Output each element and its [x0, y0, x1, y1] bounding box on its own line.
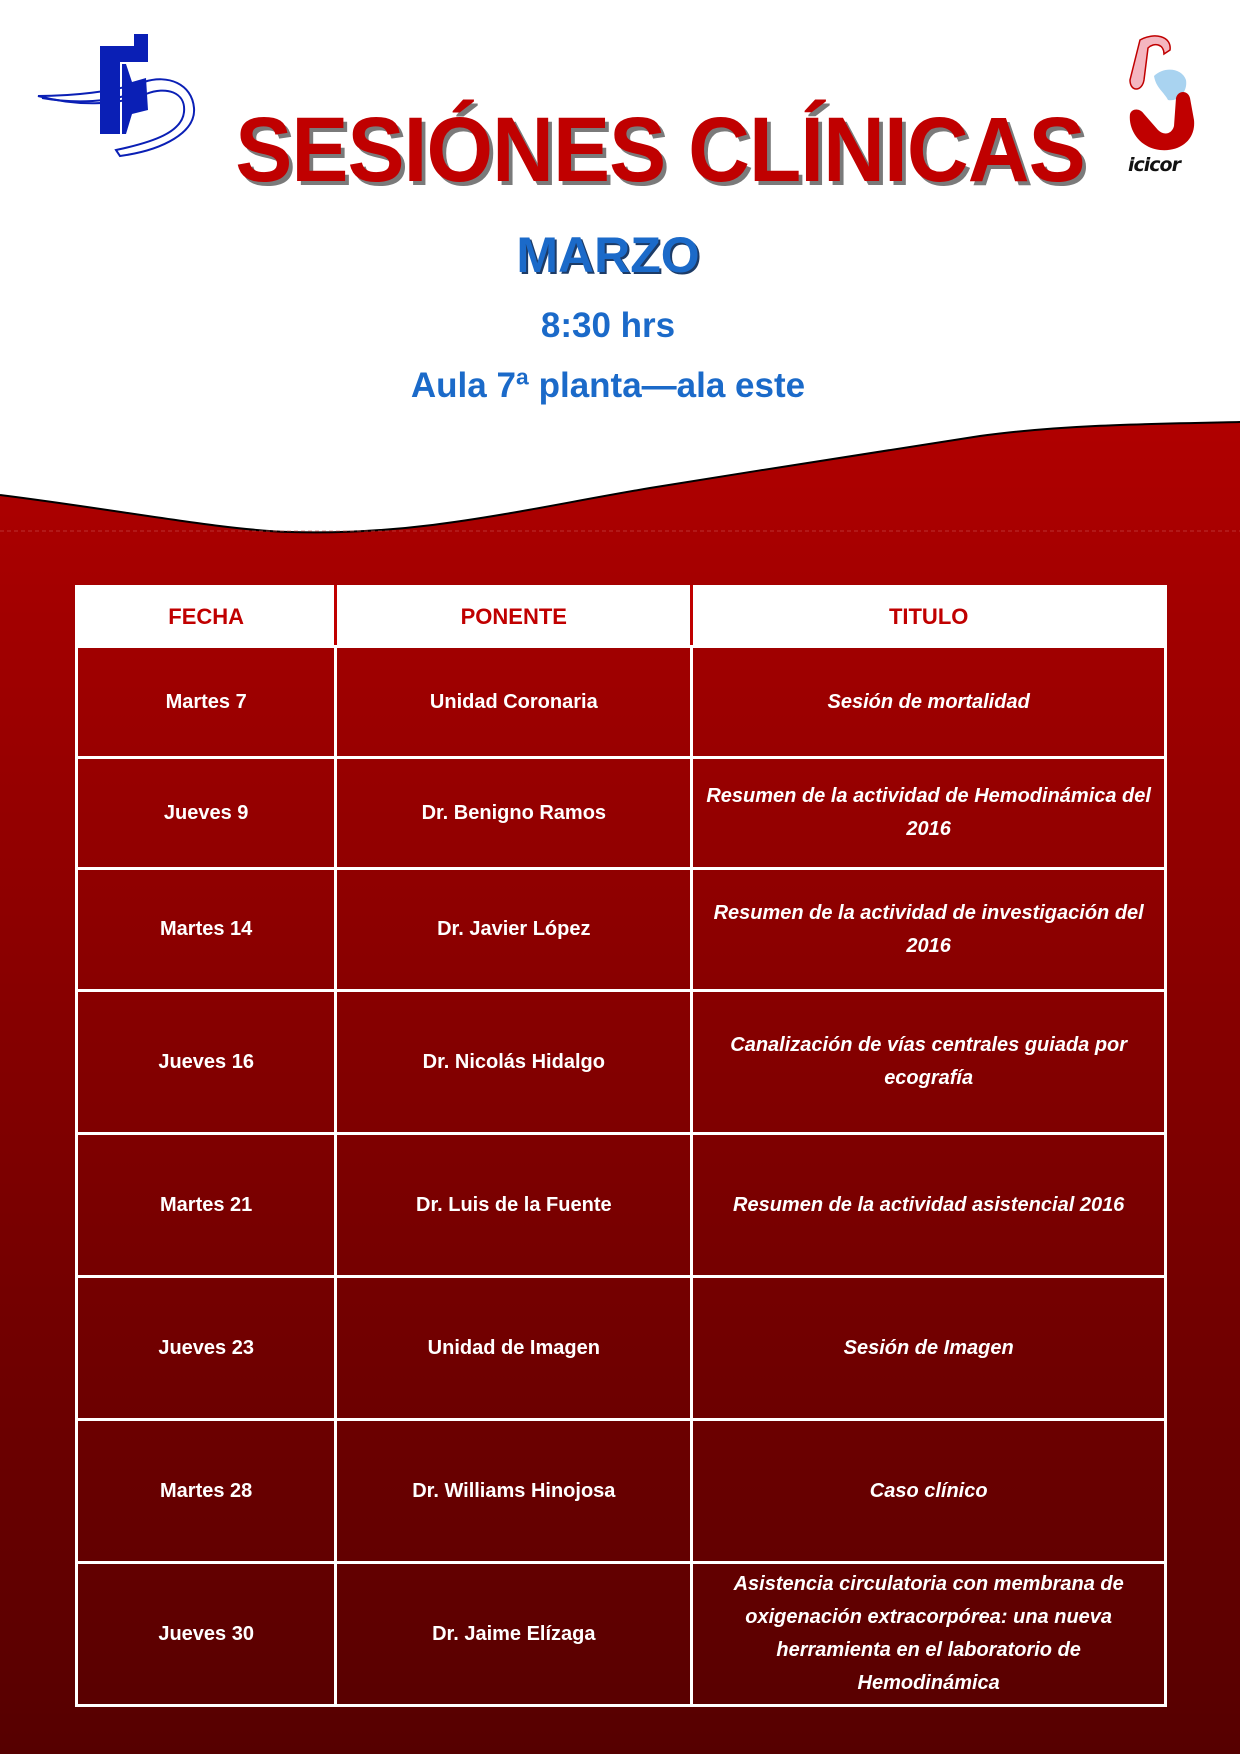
header-titulo: TITULO [692, 587, 1166, 647]
cell-ponente: Dr. Luis de la Fuente [336, 1134, 692, 1277]
cell-ponente: Unidad de Imagen [336, 1277, 692, 1420]
page-title: SESIÓNES CLÍNICAS [235, 99, 1085, 201]
cell-ponente: Dr. Jaime Elízaga [336, 1563, 692, 1706]
session-room: Aula 7ª planta—ala este [410, 366, 806, 405]
schedule-table [75, 585, 1167, 1707]
cell-ponente: Dr. Williams Hinojosa [336, 1420, 692, 1563]
table-row [77, 647, 1166, 758]
table-row [77, 1134, 1166, 1277]
table-header-row [77, 587, 1166, 647]
header-fecha: FECHA [77, 587, 336, 647]
header-ponente: PONENTE [336, 587, 692, 647]
cell-titulo: Resumen de la actividad de investigación del 2016 [692, 869, 1166, 991]
cell-fecha: Martes 28 [77, 1420, 336, 1563]
cell-titulo: Sesión de mortalidad [692, 647, 1166, 758]
cell-titulo: Canalización de vías centrales guiada por ecografía [692, 991, 1166, 1134]
cell-fecha: Martes 7 [77, 647, 336, 758]
cell-ponente: Dr. Nicolás Hidalgo [336, 991, 692, 1134]
icicor-logo-text: icicor [1128, 154, 1180, 176]
cell-titulo: Caso clínico [692, 1420, 1166, 1563]
table-row [77, 1563, 1166, 1706]
cell-fecha: Jueves 23 [77, 1277, 336, 1420]
session-time: 8:30 hrs [540, 306, 676, 345]
table-row [77, 1277, 1166, 1420]
cell-titulo: Asistencia circulatoria con membrana de oxigenación extracorpórea: una nueva herramienta en el laboratorio de Hemodinámica [692, 1563, 1166, 1706]
cell-fecha: Martes 21 [77, 1134, 336, 1277]
cell-ponente: Unidad Coronaria [336, 647, 692, 758]
cell-fecha: Jueves 9 [77, 758, 336, 869]
table-row [77, 991, 1166, 1134]
table-row [77, 758, 1166, 869]
table-row [77, 1420, 1166, 1563]
cell-fecha: Martes 14 [77, 869, 336, 991]
cell-fecha: Jueves 16 [77, 991, 336, 1134]
cell-fecha: Jueves 30 [77, 1563, 336, 1706]
month-heading: MARZO [516, 227, 700, 283]
cell-titulo: Resumen de la actividad de Hemodinámica del 2016 [692, 758, 1166, 869]
cell-titulo: Sesión de Imagen [692, 1277, 1166, 1420]
cell-titulo: Resumen de la actividad asistencial 2016 [692, 1134, 1166, 1277]
cell-ponente: Dr. Javier López [336, 869, 692, 991]
table-row [77, 869, 1166, 991]
cell-ponente: Dr. Benigno Ramos [336, 758, 692, 869]
